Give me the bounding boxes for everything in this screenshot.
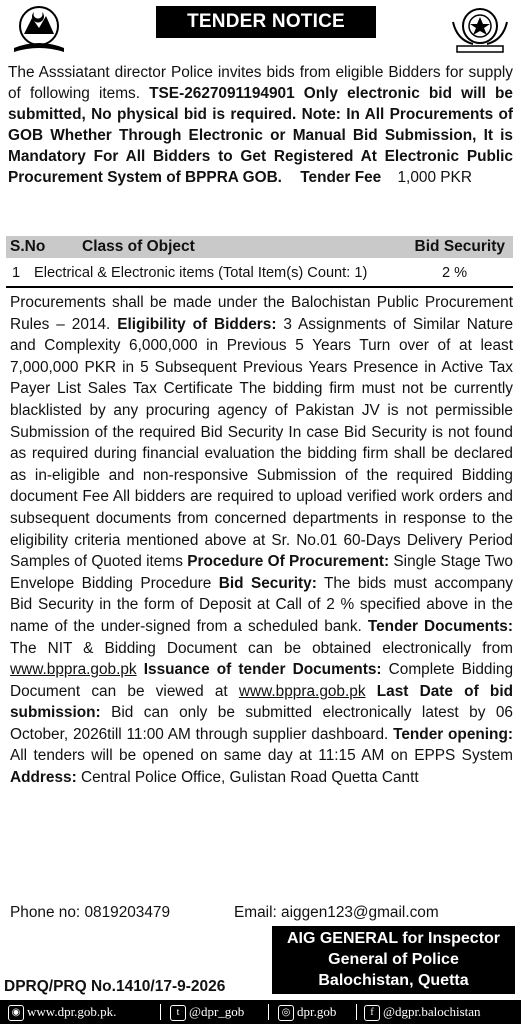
header-sno: S.No [10,238,46,255]
last-date-text: Bid can only be submitted electronically latest by 06 October, 2026till 11:00 AM through supplier dashboard. [10,704,513,743]
email-address: Email: aiggen123@gmail.com [234,904,439,921]
signatory-line-2: General of Police [328,951,459,968]
footer-facebook-text: @dgpr.balochistan [383,1004,481,1019]
rules-text: Procurements shall be made under the Balochistan Public Procurement Rules – 2014. [10,294,513,333]
bppra-link[interactable]: www.bppra.gob.pk [10,661,137,679]
header-bid-security: Bid Security [414,238,505,255]
items-table-header [6,236,513,258]
divider [6,286,513,288]
signatory-line-1: AIG GENERAL for Inspector [286,930,501,947]
divider [356,1004,357,1020]
tender-fee-value: 1,000 PKR [397,169,472,186]
issuance-text: Complete Bidding Document can be viewed at [10,661,514,700]
footer-twitter[interactable] [170,1000,244,1024]
reference-number: DPRQ/PRQ No.1410/17-9-2026 [4,978,226,995]
bppra-link-2[interactable]: www.bppra.gob.pk [238,682,366,700]
police-emblem-right [447,4,513,54]
signatory-box [272,926,515,994]
tender-documents-heading: Tender Documents: [367,617,513,635]
intro-paragraph [8,62,513,188]
address-heading: Address: [10,769,77,787]
table-row [6,262,513,284]
tender-fee-label: Tender Fee [300,169,382,186]
divider [160,1004,161,1020]
phone-number: Phone no: 0819203479 [10,904,171,921]
row-bid-security: 2 % [442,265,468,281]
last-date-heading: Last Date of bid submission: [10,682,513,722]
procedure-text: Single Stage Two Envelope Bidding Procedure [10,553,513,592]
footer-web[interactable] [8,1000,116,1024]
row-sno: 1 [12,265,21,281]
footer-twitter-text: @dpr_gob [189,1004,245,1019]
intro-notice-bold: TSE-2627091194901 Only electronic bid will be submitted, No physical bid is required. Note: In All Procurements of GOB Whether Through Electronic or Manual Bid Submission, It is Mandatory For All Bidders to Get Registered At Electronic Public Procurement System of BPPRA GOB. [8,85,513,186]
tender-opening-text: All tenders will be opened on same day at 11:15 AM on EPPS System [10,747,513,765]
header [6,0,515,60]
facebook-icon: f [364,1005,380,1021]
footer-web-text: www.dpr.gob.pk. [27,1004,117,1019]
footer-instagram[interactable] [278,1000,336,1024]
signatory-line-3: Balochistan, Quetta [318,972,469,989]
tender-documents-text: The NIT & Bidding Document can be obtained electronically from [10,639,513,657]
divider [268,1004,269,1020]
eligibility-text: 3 Assignments of Similar Nature and Complexity 6,000,000 in Previous 5 Years Turn over of at least 7,000,000 PKR in 5 Subsequent Previous Years Presence in Active Tax Payer List Sales Tax Certificate The bidding firm must not be currently blacklisted by any procuring agency of Pakistan JV is not permissible Submission of the required Bid Security In case Bid Security is not found as required during financial evaluation the bidding firm shall be declared as in-eligible and non-responsive Submission of the required Bidding document Fee All bidders are required to upload verified work orders and subsequent documents from concerned departments in response to the eligibility criteria mentioned above at Sr. No.01 60-Days Delivery Period Samples of Quoted items [10,315,514,571]
balochistan-emblem-left [10,4,68,54]
intro-text: The Asssiatant director Police invites bids from eligible Bidders for supply of following items. [8,64,513,102]
row-description: Electrical & Electronic items (Total Item(s) Count: 1) [34,265,368,281]
globe-icon: ◉ [8,1005,24,1021]
instagram-icon: ◎ [278,1005,294,1021]
footer-facebook[interactable] [364,1000,481,1024]
address-text: Central Police Office, Gulistan Road Quetta Cantt [81,769,419,787]
terms-paragraph [10,292,513,789]
twitter-icon: t [170,1005,186,1021]
bid-security-text: The bids must accompany Bid Security in the form of Deposit at Call of 2 % specified above in the name of the under-signed from a scheduled bank. [10,574,513,635]
issuance-heading: Issuance of tender Documents: [143,661,382,679]
bid-security-heading: Bid Security: [218,574,317,592]
footer-instagram-text: dpr.gob [297,1004,337,1019]
footer-bar [0,1000,521,1024]
tender-opening-heading: Tender opening: [393,725,513,743]
page-title: TENDER NOTICE [156,6,376,38]
header-class-of-object: Class of Object [82,238,195,255]
procedure-heading: Procedure Of Procurement: [187,553,390,571]
eligibility-heading: Eligibility of Bidders: [117,315,277,333]
